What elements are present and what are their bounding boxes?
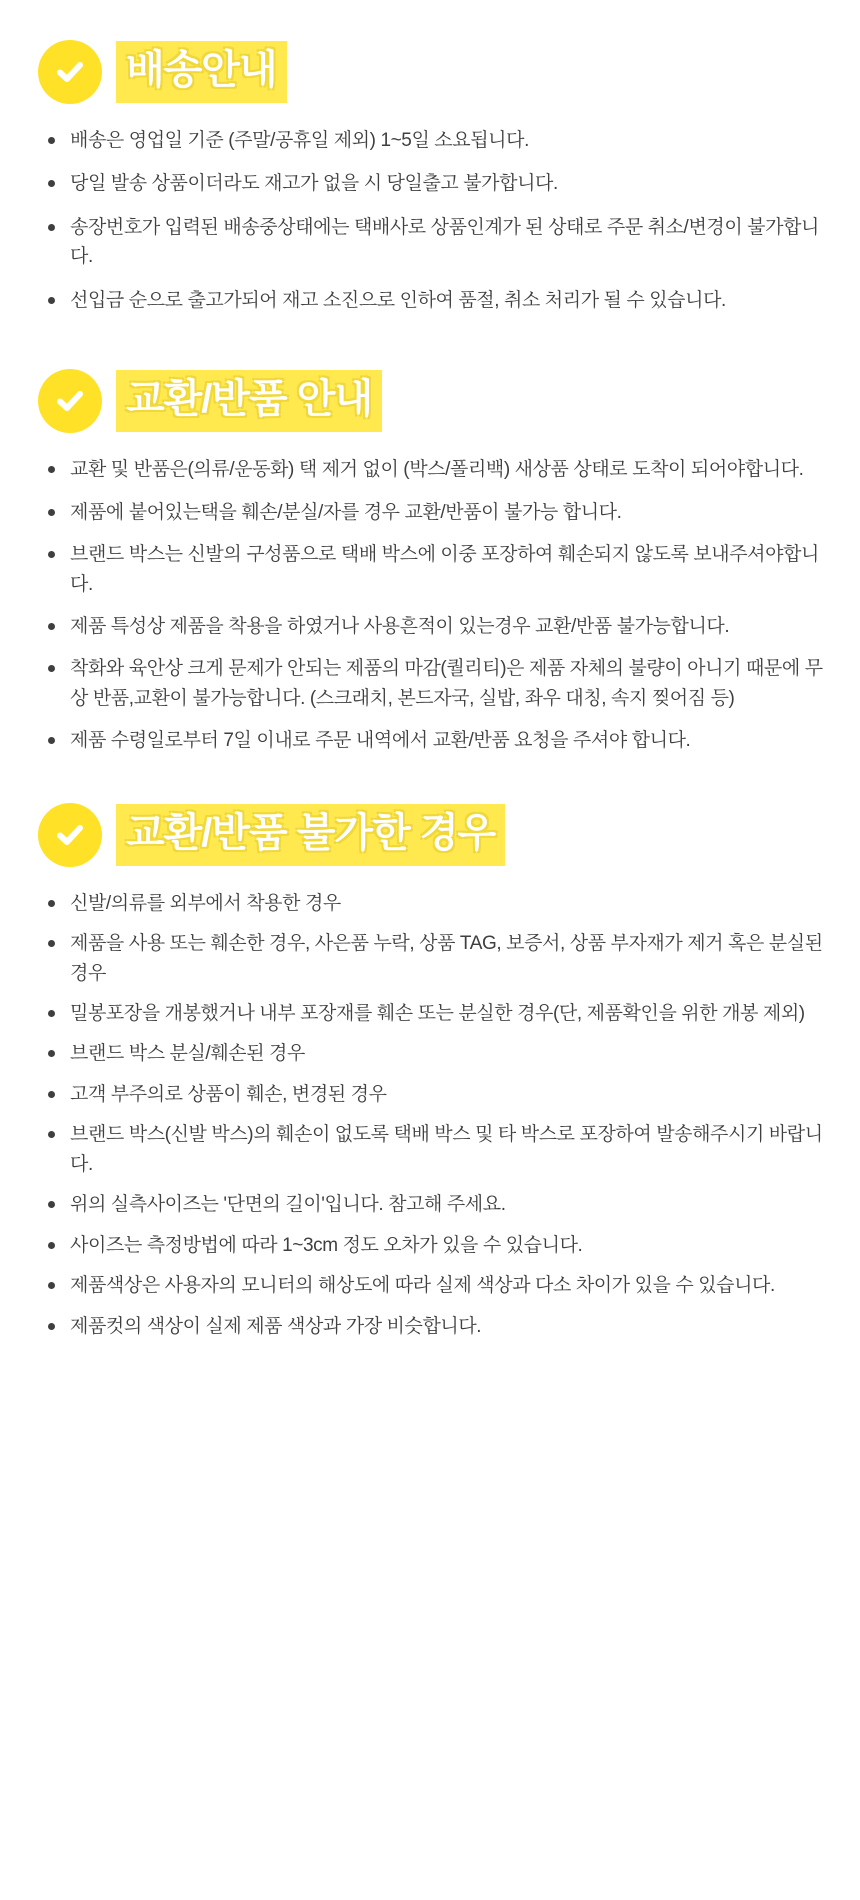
- list-item: 제품컷의 색상이 실제 제품 색상과 가장 비슷합니다.: [40, 1312, 830, 1341]
- list-item: 교환 및 반품은(의류/운동화) 택 제거 없이 (박스/폴리백) 새상품 상태로 도착이 되어야합니다.: [40, 455, 830, 484]
- bullet-list: [40, 126, 830, 315]
- section-non-returnable-cases: [30, 803, 830, 1341]
- section-title: 교환/반품 안내: [116, 370, 382, 432]
- check-circle-icon: [38, 40, 102, 104]
- list-item: 당일 발송 상품이더라도 재고가 없을 시 당일출고 불가합니다.: [40, 169, 830, 198]
- list-item: 고객 부주의로 상품이 훼손, 변경된 경우: [40, 1080, 830, 1109]
- check-circle-icon: [38, 369, 102, 433]
- section-exchange-return-guide: [30, 369, 830, 756]
- list-item: 착화와 육안상 크게 문제가 안되는 제품의 마감(퀄리티)은 제품 자체의 불량이 아니기 때문에 무상 반품,교환이 불가능합니다. (스크래치, 본드자국, 실밥, 좌우 대칭, 속지 찢어짐 등): [40, 654, 830, 713]
- section-header: [38, 40, 830, 104]
- list-item: 배송은 영업일 기준 (주말/공휴일 제외) 1~5일 소요됩니다.: [40, 126, 830, 155]
- list-item: 브랜드 박스(신발 박스)의 훼손이 없도록 택배 박스 및 타 박스로 포장하여 발송해주시기 바랍니다.: [40, 1120, 830, 1179]
- list-item: 제품 수령일로부터 7일 이내로 주문 내역에서 교환/반품 요청을 주셔야 합니다.: [40, 726, 830, 755]
- list-item: 제품 특성상 제품을 착용을 하였거나 사용흔적이 있는경우 교환/반품 불가능합니다.: [40, 612, 830, 641]
- list-item: 브랜드 박스는 신발의 구성품으로 택배 박스에 이중 포장하여 훼손되지 않도록 보내주셔야합니다.: [40, 540, 830, 599]
- section-title: 교환/반품 불가한 경우: [116, 804, 505, 866]
- list-item: 신발/의류를 외부에서 착용한 경우: [40, 889, 830, 918]
- list-item: 밀봉포장을 개봉했거나 내부 포장재를 훼손 또는 분실한 경우(단, 제품확인을 위한 개봉 제외): [40, 999, 830, 1028]
- section-title: 배송안내: [116, 41, 287, 103]
- list-item: 제품색상은 사용자의 모니터의 해상도에 따라 실제 색상과 다소 차이가 있을 수 있습니다.: [40, 1271, 830, 1300]
- list-item: 선입금 순으로 출고가되어 재고 소진으로 인하여 품절, 취소 처리가 될 수 있습니다.: [40, 286, 830, 315]
- list-item: 송장번호가 입력된 배송중상태에는 택배사로 상품인계가 된 상태로 주문 취소/변경이 불가합니다.: [40, 213, 830, 272]
- section-header: [38, 803, 830, 867]
- section-header: [38, 369, 830, 433]
- list-item: 위의 실측사이즈는 '단면의 길이'입니다. 참고해 주세요.: [40, 1190, 830, 1219]
- list-item: 제품에 붙어있는택을 훼손/분실/자를 경우 교환/반품이 불가능 합니다.: [40, 498, 830, 527]
- bullet-list: [40, 889, 830, 1341]
- list-item: 제품을 사용 또는 훼손한 경우, 사은품 누락, 상품 TAG, 보증서, 상품 부자재가 제거 혹은 분실된 경우: [40, 929, 830, 988]
- spacer: [30, 769, 830, 803]
- bullet-list: [40, 455, 830, 756]
- list-item: 사이즈는 측정방법에 따라 1~3cm 정도 오차가 있을 수 있습니다.: [40, 1231, 830, 1260]
- section-shipping-guide: [30, 40, 830, 315]
- check-circle-icon: [38, 803, 102, 867]
- list-item: 브랜드 박스 분실/훼손된 경우: [40, 1039, 830, 1068]
- spacer: [30, 329, 830, 369]
